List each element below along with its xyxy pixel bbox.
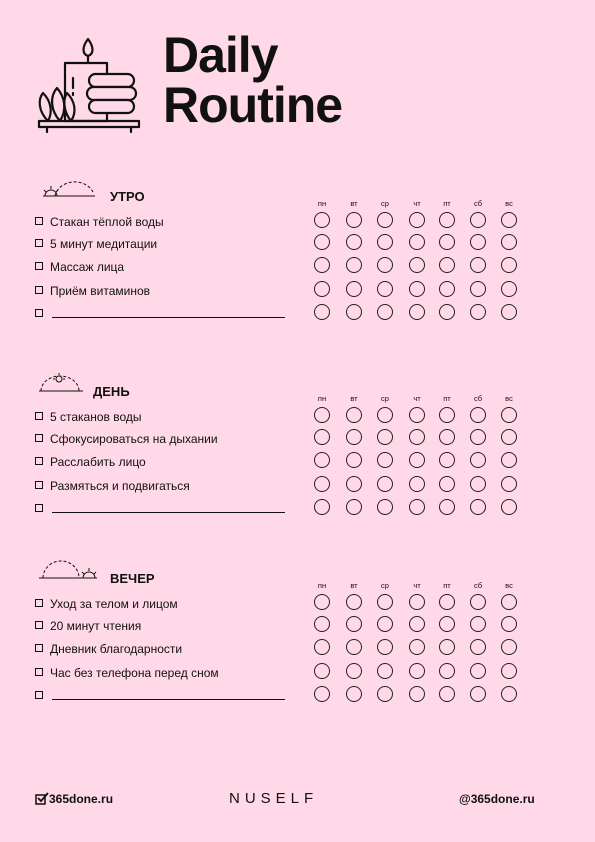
day-check-circle[interactable] <box>470 304 486 320</box>
weekday-label: вт <box>350 199 358 208</box>
weekday-label: чт <box>413 394 421 403</box>
day-check-circle[interactable] <box>439 407 455 423</box>
day-check-circle[interactable] <box>439 212 455 228</box>
task-label: Уход за телом и лицом <box>50 597 178 611</box>
day-check-circle[interactable] <box>409 234 425 250</box>
section-0 <box>0 178 595 328</box>
day-check-circle[interactable] <box>314 304 330 320</box>
day-check-circle[interactable] <box>314 429 330 445</box>
day-check-circle[interactable] <box>346 304 362 320</box>
day-check-circle[interactable] <box>346 281 362 297</box>
task-label: Приём витаминов <box>50 284 151 298</box>
day-check-circle[interactable] <box>314 686 330 702</box>
task-row <box>35 237 295 251</box>
day-check-circle[interactable] <box>314 476 330 492</box>
weekday-label: ср <box>381 581 389 590</box>
day-check-circle[interactable] <box>346 476 362 492</box>
weekday-label: пн <box>317 581 327 590</box>
section-title: ДЕНЬ <box>93 384 130 399</box>
task-row <box>35 597 295 611</box>
day-check-circle[interactable] <box>409 281 425 297</box>
task-row <box>35 455 295 469</box>
day-check-circle[interactable] <box>470 616 486 632</box>
task-row <box>35 215 295 229</box>
task-label: Сфокусироваться на дыхании <box>50 432 218 446</box>
day-check-circle[interactable] <box>501 429 517 445</box>
day-check-circle[interactable] <box>314 499 330 515</box>
weekday-label: вт <box>350 394 358 403</box>
day-check-circle[interactable] <box>346 639 362 655</box>
section-1 <box>0 373 595 523</box>
task-label: Размяться и подвигаться <box>50 479 190 493</box>
task-checkbox[interactable] <box>35 412 43 420</box>
day-check-circle[interactable] <box>439 429 455 445</box>
day-check-circle[interactable] <box>439 639 455 655</box>
weekday-label: сб <box>473 581 483 590</box>
day-check-circle[interactable] <box>409 499 425 515</box>
task-label: 20 минут чтения <box>50 619 142 633</box>
day-check-circle[interactable] <box>501 304 517 320</box>
task-checkbox[interactable] <box>35 599 43 607</box>
blank-task-line[interactable] <box>52 699 285 700</box>
task-row <box>35 666 295 680</box>
day-check-circle[interactable] <box>314 663 330 679</box>
weekday-label: ср <box>381 199 389 208</box>
day-check-circle[interactable] <box>346 686 362 702</box>
day-check-circle[interactable] <box>346 594 362 610</box>
day-check-circle[interactable] <box>377 616 393 632</box>
task-label: Расслабить лицо <box>50 455 146 469</box>
weekday-label: ср <box>381 394 389 403</box>
day-check-circle[interactable] <box>346 257 362 273</box>
weekday-header <box>313 394 523 406</box>
day-check-circle[interactable] <box>501 407 517 423</box>
day-check-circle[interactable] <box>501 594 517 610</box>
task-checkbox[interactable] <box>35 217 43 225</box>
day-check-circle[interactable] <box>501 499 517 515</box>
task-row <box>35 619 295 633</box>
weekday-label: вс <box>505 581 513 590</box>
day-check-circle[interactable] <box>409 452 425 468</box>
day-check-circle[interactable] <box>314 257 330 273</box>
task-row <box>35 284 295 298</box>
day-check-circle[interactable] <box>409 594 425 610</box>
day-check-circle[interactable] <box>470 429 486 445</box>
day-check-circle[interactable] <box>377 429 393 445</box>
weekday-label: вт <box>350 581 358 590</box>
day-check-circle[interactable] <box>470 499 486 515</box>
footer-left <box>35 792 113 806</box>
day-check-circle[interactable] <box>439 257 455 273</box>
day-check-circle[interactable] <box>409 257 425 273</box>
day-check-circle[interactable] <box>501 452 517 468</box>
day-check-circle[interactable] <box>470 639 486 655</box>
sunset-icon <box>35 560 99 580</box>
task-row <box>35 307 295 321</box>
task-checkbox[interactable] <box>35 309 43 317</box>
weekday-label: пт <box>443 199 451 208</box>
task-checkbox[interactable] <box>35 621 43 629</box>
task-row <box>35 689 295 703</box>
weekday-label: вс <box>505 394 513 403</box>
day-check-circle[interactable] <box>470 594 486 610</box>
day-check-circle[interactable] <box>470 452 486 468</box>
task-label: 5 минут медитации <box>50 237 158 251</box>
task-checkbox[interactable] <box>35 504 43 512</box>
weekday-label: сб <box>473 394 483 403</box>
day-check-circle[interactable] <box>377 234 393 250</box>
day-check-circle[interactable] <box>470 686 486 702</box>
day-check-circle[interactable] <box>501 476 517 492</box>
blank-task-line[interactable] <box>52 512 285 513</box>
weekday-label: пт <box>443 581 451 590</box>
weekday-label: пн <box>317 199 327 208</box>
day-check-circle[interactable] <box>470 663 486 679</box>
footer-site: 365done.ru <box>49 792 114 806</box>
weekday-label: пт <box>443 394 451 403</box>
day-check-circle[interactable] <box>439 663 455 679</box>
weekday-label: чт <box>413 199 421 208</box>
task-label: Массаж лица <box>50 260 125 274</box>
day-check-circle[interactable] <box>470 234 486 250</box>
day-check-circle[interactable] <box>377 594 393 610</box>
day-check-circle[interactable] <box>439 616 455 632</box>
task-checkbox[interactable] <box>35 481 43 489</box>
day-check-circle[interactable] <box>470 257 486 273</box>
day-check-circle[interactable] <box>439 499 455 515</box>
day-check-circle[interactable] <box>501 639 517 655</box>
day-check-circle[interactable] <box>346 499 362 515</box>
task-checkbox[interactable] <box>35 239 43 247</box>
day-check-circle[interactable] <box>439 304 455 320</box>
section-title: УТРО <box>110 189 145 204</box>
day-check-circle[interactable] <box>409 212 425 228</box>
task-label: Стакан тёплой воды <box>50 215 164 229</box>
footer-handle: @365done.ru <box>459 792 535 806</box>
day-check-circle[interactable] <box>314 616 330 632</box>
day-check-circle[interactable] <box>346 212 362 228</box>
day-check-circle[interactable] <box>377 663 393 679</box>
day-check-circle[interactable] <box>439 452 455 468</box>
day-check-circle[interactable] <box>314 452 330 468</box>
day-check-circle[interactable] <box>409 429 425 445</box>
day-check-circle[interactable] <box>377 499 393 515</box>
day-check-circle[interactable] <box>314 407 330 423</box>
task-checkbox[interactable] <box>35 286 43 294</box>
title-line-1: Daily <box>163 27 278 83</box>
task-row <box>35 502 295 516</box>
task-row <box>35 479 295 493</box>
day-check-circle[interactable] <box>470 212 486 228</box>
day-check-circle[interactable] <box>501 257 517 273</box>
day-check-circle[interactable] <box>409 639 425 655</box>
day-check-circle[interactable] <box>409 686 425 702</box>
task-row <box>35 432 295 446</box>
day-check-circle[interactable] <box>377 212 393 228</box>
blank-task-line[interactable] <box>52 317 285 318</box>
day-check-circle[interactable] <box>470 281 486 297</box>
sunrise-icon <box>35 178 99 198</box>
day-check-circle[interactable] <box>314 639 330 655</box>
day-check-circle[interactable] <box>439 234 455 250</box>
day-check-circle[interactable] <box>346 407 362 423</box>
day-check-circle[interactable] <box>314 212 330 228</box>
task-checkbox[interactable] <box>35 457 43 465</box>
day-check-circle[interactable] <box>439 476 455 492</box>
weekday-label: пн <box>317 394 327 403</box>
day-check-circle[interactable] <box>409 616 425 632</box>
day-check-circle[interactable] <box>470 407 486 423</box>
day-check-circle[interactable] <box>501 234 517 250</box>
task-checkbox[interactable] <box>35 262 43 270</box>
day-check-circle[interactable] <box>439 281 455 297</box>
page-title <box>163 27 343 133</box>
title-line-2: Routine <box>163 77 343 133</box>
day-check-circle[interactable] <box>501 686 517 702</box>
day-check-circle[interactable] <box>377 452 393 468</box>
day-check-circle[interactable] <box>346 616 362 632</box>
day-check-circle[interactable] <box>346 429 362 445</box>
day-check-circle[interactable] <box>501 281 517 297</box>
weekday-label: сб <box>473 199 483 208</box>
day-check-circle[interactable] <box>377 304 393 320</box>
day-check-circle[interactable] <box>346 234 362 250</box>
task-checkbox[interactable] <box>35 691 43 699</box>
day-check-circle[interactable] <box>377 407 393 423</box>
day-check-circle[interactable] <box>314 281 330 297</box>
day-check-circle[interactable] <box>409 304 425 320</box>
midday-sun-icon <box>35 373 85 393</box>
brand-logo: NUSELF <box>229 790 319 807</box>
section-title: ВЕЧЕР <box>110 571 155 586</box>
day-check-circle[interactable] <box>377 257 393 273</box>
task-label: Дневник благодарности <box>50 642 183 656</box>
day-check-circle[interactable] <box>314 594 330 610</box>
task-label: 5 стаканов воды <box>50 410 142 424</box>
day-check-circle[interactable] <box>314 234 330 250</box>
day-check-circle[interactable] <box>377 639 393 655</box>
task-row <box>35 642 295 656</box>
task-checkbox[interactable] <box>35 644 43 652</box>
weekday-label: чт <box>413 581 421 590</box>
day-check-circle[interactable] <box>409 407 425 423</box>
day-check-circle[interactable] <box>377 476 393 492</box>
day-check-circle[interactable] <box>439 686 455 702</box>
day-check-circle[interactable] <box>439 594 455 610</box>
task-checkbox[interactable] <box>35 434 43 442</box>
day-check-circle[interactable] <box>346 452 362 468</box>
day-check-circle[interactable] <box>501 212 517 228</box>
weekday-label: вс <box>505 199 513 208</box>
day-check-circle[interactable] <box>501 616 517 632</box>
day-check-circle[interactable] <box>346 663 362 679</box>
task-row <box>35 260 295 274</box>
day-check-circle[interactable] <box>470 476 486 492</box>
weekday-header <box>313 581 523 593</box>
checkbox-check-icon <box>35 792 49 805</box>
day-check-circle[interactable] <box>409 663 425 679</box>
task-label: Час без телефона перед сном <box>50 666 219 680</box>
task-row <box>35 410 295 424</box>
weekday-header <box>313 199 523 211</box>
day-check-circle[interactable] <box>377 281 393 297</box>
task-checkbox[interactable] <box>35 668 43 676</box>
day-check-circle[interactable] <box>501 663 517 679</box>
day-check-circle[interactable] <box>409 476 425 492</box>
section-2 <box>0 560 595 710</box>
spa-candle-stones-icon <box>33 36 145 134</box>
day-check-circle[interactable] <box>377 686 393 702</box>
